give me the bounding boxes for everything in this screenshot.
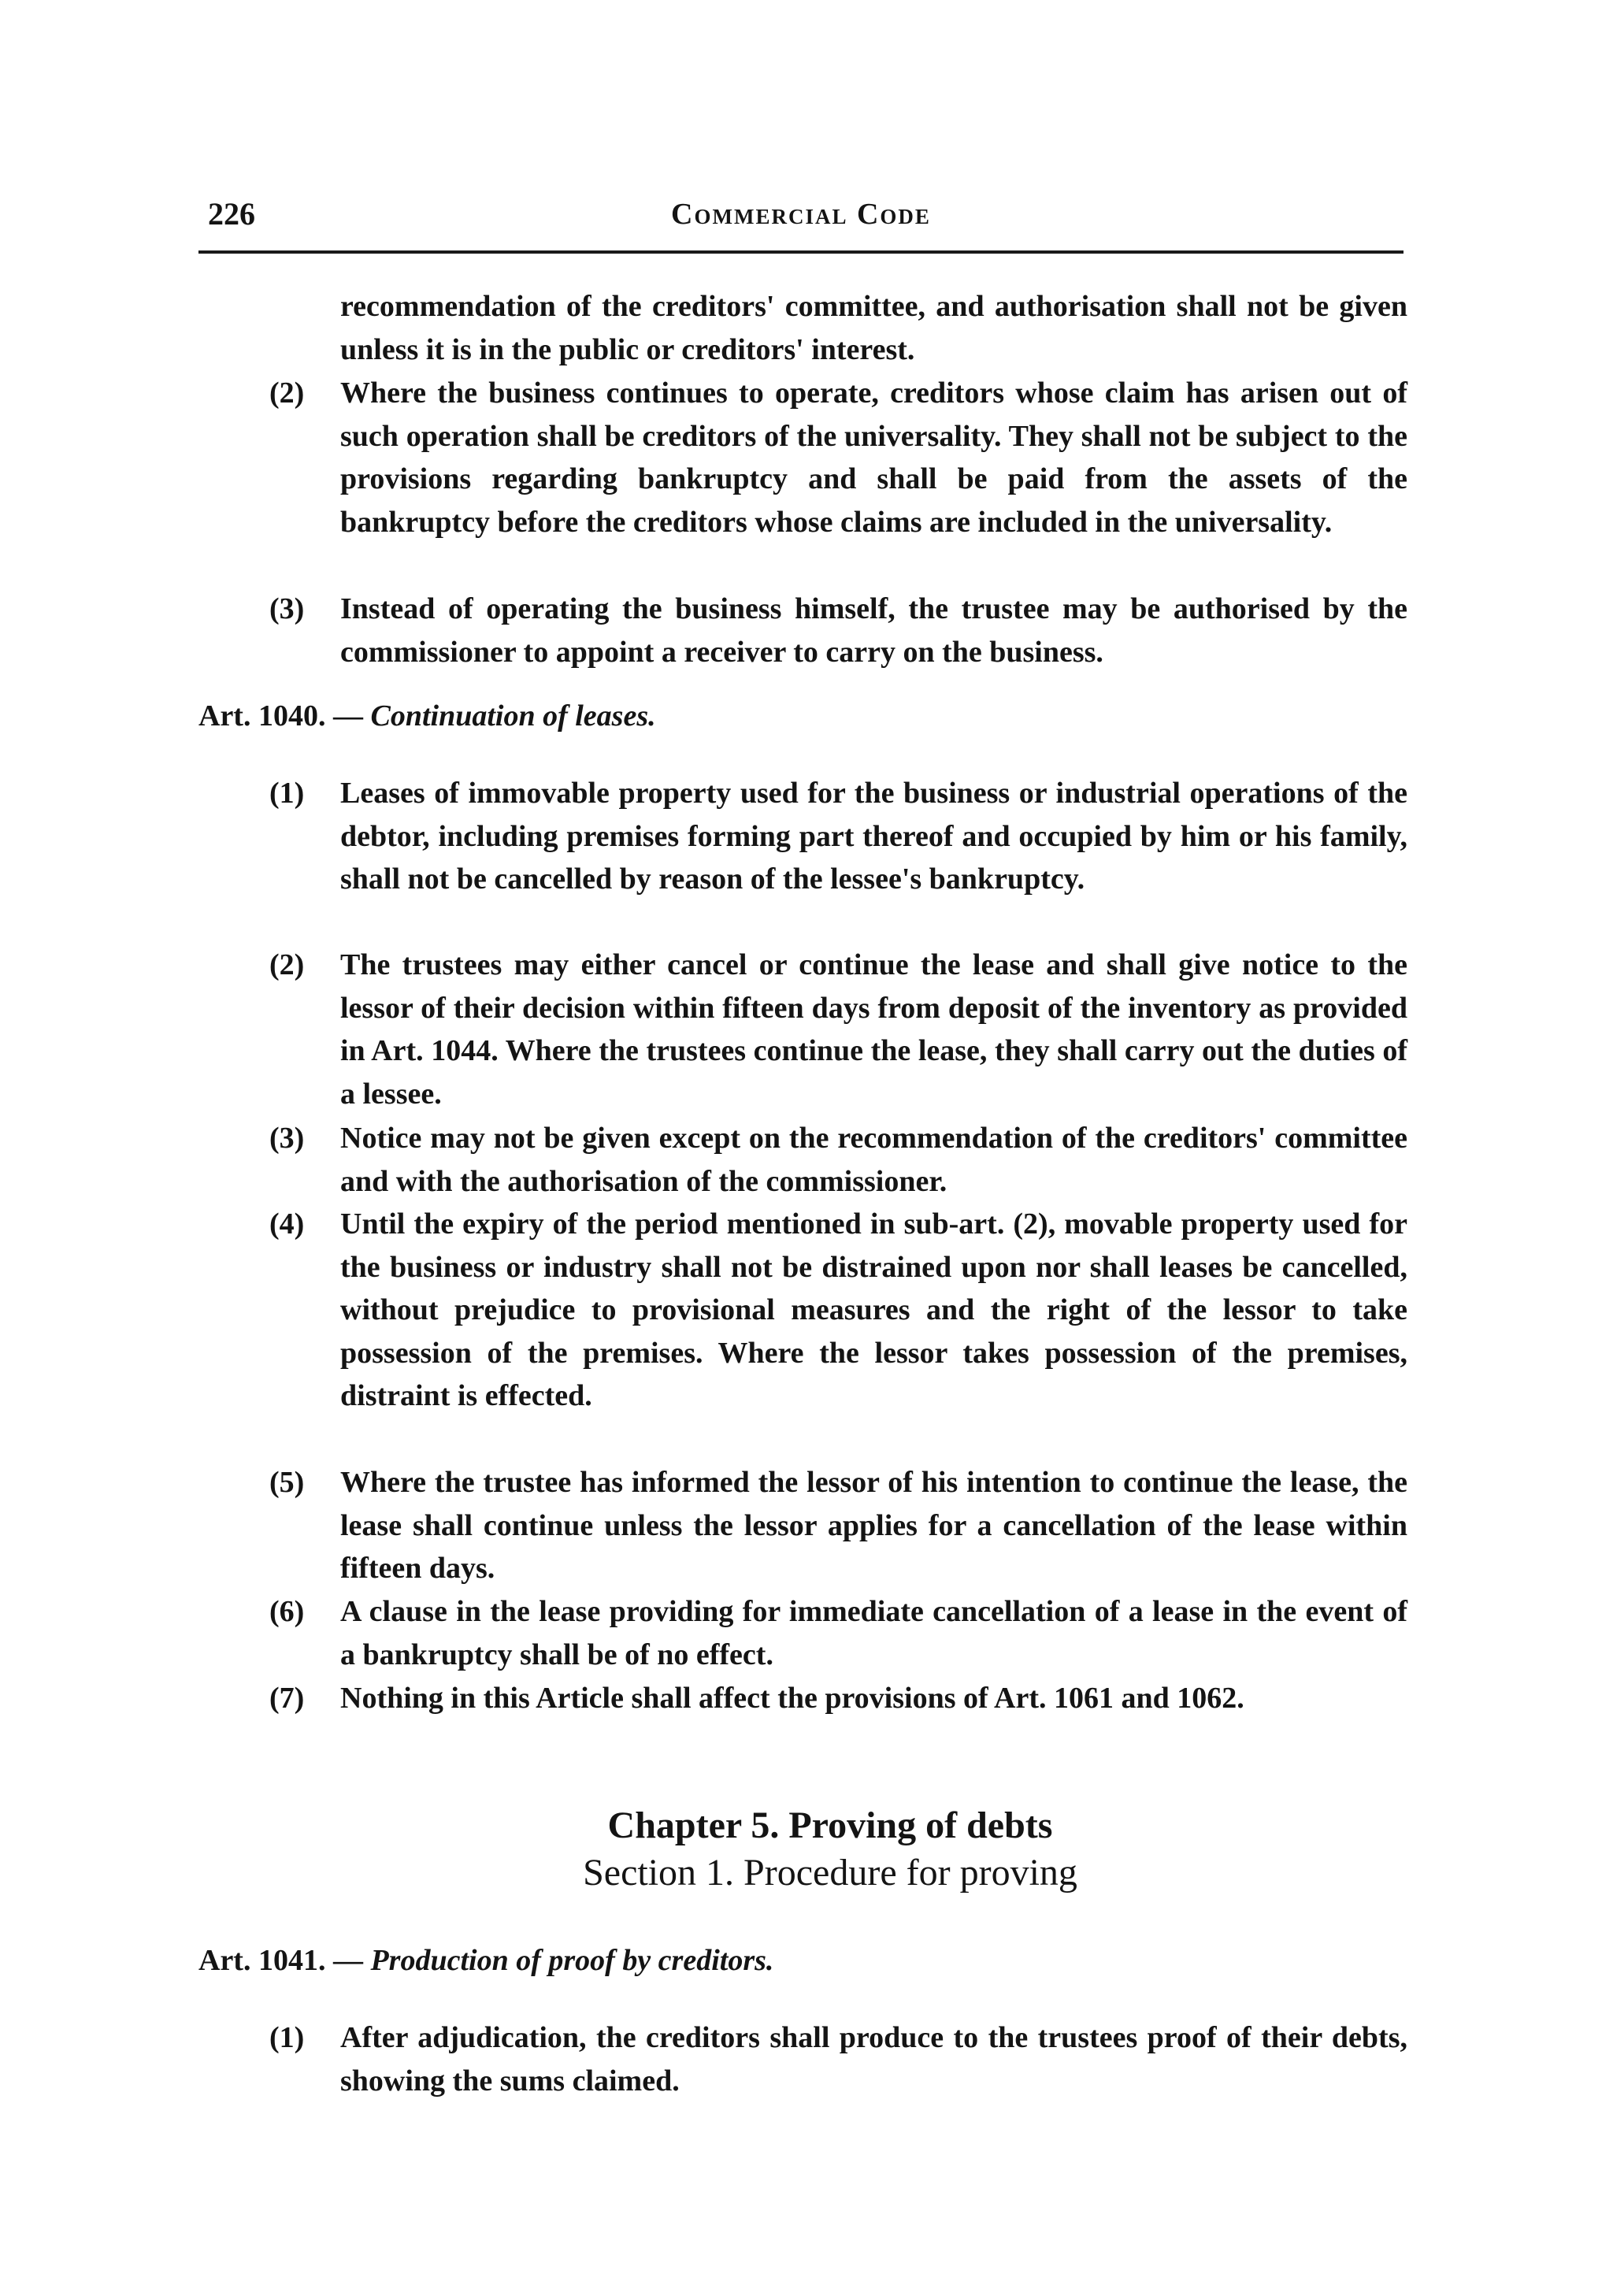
article-title: Production of proof by creditors. (370, 1944, 774, 1977)
item-text: Instead of operating the business himself, the trustee may be authorised by the commissioner to appoint a receiver to carry on the business. (340, 592, 1407, 669)
article-heading (198, 1939, 773, 1982)
item-text: Notice may not be given except on the recommendation of the creditors' committee and with the authorisation of the commissioner. (340, 1122, 1407, 1198)
item-number: (5) (269, 1466, 305, 1499)
item-text: After adjudication, the creditors shall produce to the trustees proof of their debts, showing the sums claimed. (340, 2021, 1407, 2098)
item-number: (7) (269, 1682, 305, 1715)
item-number: (2) (269, 376, 305, 410)
page-number: 226 (208, 196, 255, 232)
continuation-intro: recommendation of the creditors' committee, and authorisation shall not be given unless it is in the public or creditors' interest. (340, 290, 1407, 366)
section-heading: Section 1. Procedure for proving (583, 1852, 1077, 1894)
article-label: Art. 1040. — (198, 699, 363, 733)
item-text: Where the business continues to operate, creditors whose claim has arisen out of such operation shall be creditors of the universality. They shall not be subject to the provisions regarding bankruptcy and shall be paid from the assets of the bankruptcy before the creditors whose claims are included in the universality. (340, 376, 1407, 539)
item-text: Nothing in this Article shall affect the provisions of Art. 1061 and 1062. (340, 1682, 1244, 1715)
item-text: A clause in the lease providing for immediate cancellation of a lease in the event of a bankruptcy shall be of no effect. (340, 1595, 1407, 1671)
running-title: Commercial Code (671, 198, 931, 231)
item-text: Where the trustee has informed the lessor of his intention to continue the lease, the lease shall continue unless the lessor applies for a cancellation of the lease within fifteen days. (340, 1466, 1407, 1586)
item-number: (1) (269, 777, 305, 810)
item-number: (4) (269, 1207, 305, 1241)
article-title: Continuation of leases. (370, 699, 656, 733)
item-text: Leases of immovable property used for the business or industrial operations of the debtor, including premises forming part thereof and occupied by him or his family, shall not be cancelled by reason of the lessee's bankruptcy. (340, 777, 1407, 896)
item-number: (1) (269, 2021, 305, 2054)
header-rule (198, 250, 1403, 254)
article-heading (198, 695, 656, 737)
item-text: The trustees may either cancel or continue the lease and shall give notice to the lessor of their decision within fifteen days from deposit of the inventory as provided in Art. 1044. Where the trustees continue the lease, they shall carry out the duties of a lessee. (340, 948, 1407, 1111)
item-number: (6) (269, 1595, 305, 1628)
item-text: Until the expiry of the period mentioned in sub-art. (2), movable property used for the business or industry shall not be distrained upon nor shall leases be cancelled, without prejudice to provisional measures and the right of the lessor to take possession of the premises. Where the lessor takes possession of the premises, distraint is effected. (340, 1207, 1407, 1413)
page-header (198, 195, 1403, 243)
item-number: (2) (269, 948, 305, 981)
chapter-heading: Chapter 5. Proving of debts (607, 1805, 1053, 1846)
item-number: (3) (269, 1122, 305, 1155)
article-label: Art. 1041. — (198, 1944, 363, 1977)
item-number: (3) (269, 592, 305, 625)
